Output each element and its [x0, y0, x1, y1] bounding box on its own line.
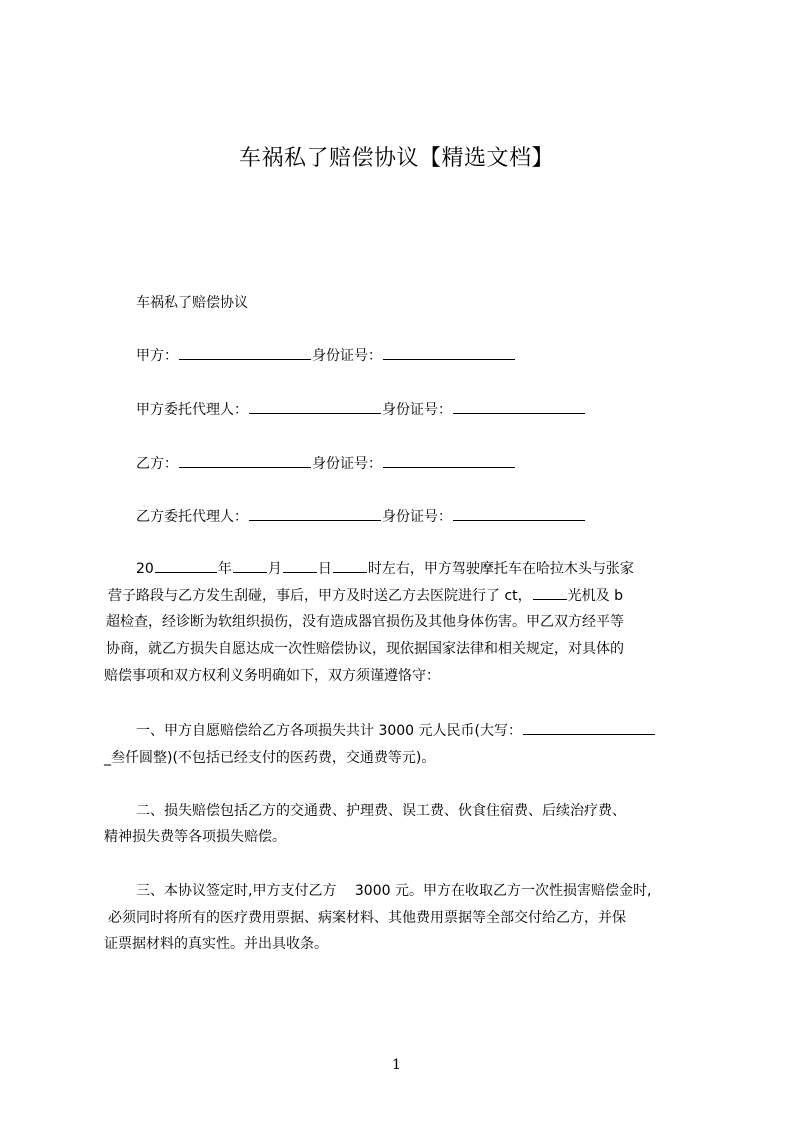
- clause-2-line-2: 精神损失费等各项损失赔偿。: [104, 829, 286, 845]
- party-a-id-blank: [383, 346, 515, 360]
- party-a-agent-id-blank: [453, 400, 585, 414]
- intro-line-2-end: 光机及 b: [567, 588, 623, 604]
- party-a-agent-name-blank: [249, 400, 381, 414]
- intro-line-1: [136, 558, 634, 578]
- party-b-agent-row: [136, 506, 586, 526]
- clause-1-line-1: [136, 720, 656, 740]
- year-prefix: 20: [136, 561, 154, 577]
- year-blank: [155, 559, 217, 573]
- intro-line-2-text: 营子路段与乙方发生刮碰，事后，甲方及时送乙方去医院进行了 ct，: [108, 588, 532, 604]
- day-blank: [283, 559, 317, 573]
- party-a-row: [136, 345, 516, 365]
- party-b-label: 乙方：: [136, 456, 178, 472]
- party-b-agent-label: 乙方委托代理人：: [136, 509, 248, 525]
- party-b-id-blank: [383, 454, 515, 468]
- party-a-agent-id-label: 身份证号：: [382, 402, 452, 418]
- intro-line-4: 协商，就乙方损失自愿达成一次性赔偿协议，现依据国家法律和相关规定，对具体的: [106, 641, 624, 657]
- xray-blank: [533, 586, 567, 600]
- month-label: 月: [267, 561, 282, 577]
- party-b-id-label: 身份证号：: [312, 456, 382, 472]
- intro-line-5: 赔偿事项和双方权利义务明确如下，双方须谨遵恪守：: [104, 668, 440, 684]
- party-a-agent-row: [136, 399, 586, 419]
- party-b-agent-id-label: 身份证号：: [382, 509, 452, 525]
- party-b-row: [136, 453, 516, 473]
- party-a-name-blank: [179, 346, 311, 360]
- agreement-subtitle: 车祸私了赔偿协议: [136, 295, 248, 311]
- clause-3-line-1: 三、本协议签定时,甲方支付乙方 3000 元。甲方在收取乙方一次性损害赔偿金时,: [136, 883, 652, 899]
- party-b-agent-id-blank: [453, 507, 585, 521]
- party-a-label: 甲方：: [136, 348, 178, 364]
- clause-3-line-3: 证票据材料的真实性。并出具收条。: [104, 936, 328, 952]
- page-number: 1: [392, 1057, 401, 1073]
- party-b-agent-name-blank: [249, 507, 381, 521]
- day-label: 日: [317, 561, 332, 577]
- intro-line-1-rest: 时左右，甲方驾驶摩托车在哈拉木头与张家: [367, 561, 634, 577]
- clause-1-line-2: _叁仟圆整)(不包括已经支付的医药费，交通费等元)。: [104, 750, 436, 766]
- intro-line-3: 超检查，经诊断为软组织损伤，没有造成器官损伤及其他身体伤害。甲乙双方经平等: [106, 614, 624, 630]
- party-a-id-label: 身份证号：: [312, 348, 382, 364]
- clause-2-line-1: 二、损失赔偿包括乙方的交通费、护理费、误工费、伙食住宿费、后续治疗费、: [136, 803, 626, 819]
- year-label: 年: [217, 561, 232, 577]
- party-b-name-blank: [179, 454, 311, 468]
- clause-1-text: 一、甲方自愿赔偿给乙方各项损失共计 3000 元人民币(大写：: [136, 723, 522, 739]
- month-blank: [233, 559, 267, 573]
- amount-uppercase-blank: [523, 721, 655, 735]
- document-title: 车祸私了赔偿协议【精选文档】: [238, 146, 554, 171]
- hour-blank: [333, 559, 367, 573]
- intro-line-2: [108, 585, 623, 605]
- party-a-agent-label: 甲方委托代理人：: [136, 402, 248, 418]
- clause-3-line-2: 必须同时将所有的医疗费用票据、病案材料、其他费用票据等全部交付给乙方，并保: [108, 910, 626, 926]
